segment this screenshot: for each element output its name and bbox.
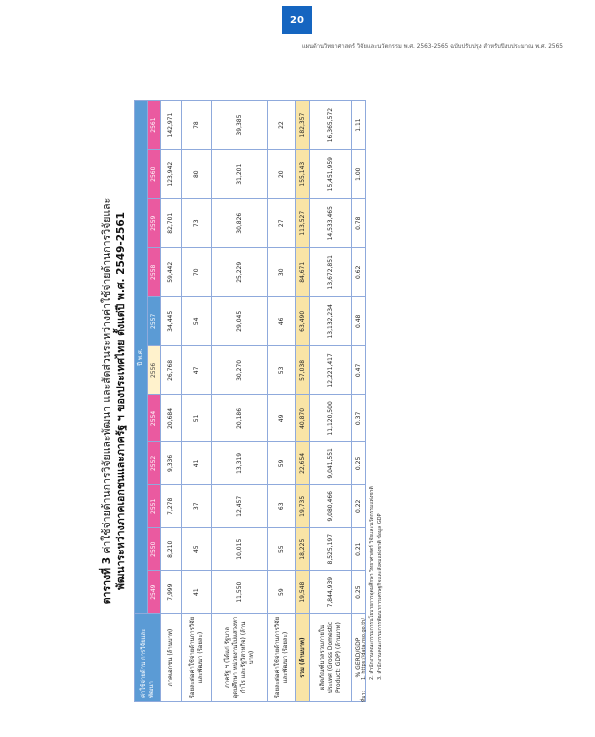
table-cell: 82,701 (161, 199, 182, 248)
table-cell: 31,201 (212, 150, 268, 199)
table-cell: 84,671 (296, 248, 310, 297)
table-cell: 30,826 (212, 199, 268, 248)
table-cell: 16,365,572 (310, 101, 352, 150)
table-cell: 0.78 (352, 199, 366, 248)
table-cell: 0.25 (352, 442, 366, 485)
table-cell: 155,143 (296, 150, 310, 199)
rd-expenditure-table (134, 100, 366, 702)
table-cell: 20 (268, 150, 296, 199)
table-cell: 13,672,851 (310, 248, 352, 297)
table-cell: 15,451,959 (310, 150, 352, 199)
table-body (161, 101, 366, 702)
year-header: 2556 (148, 346, 161, 395)
table-cell: 13,319 (212, 442, 268, 485)
table-cell: 0.21 (352, 528, 366, 571)
table-cell: 11,120,500 (310, 395, 352, 442)
table-cell: 63,490 (296, 297, 310, 346)
page-number-badge (282, 6, 312, 34)
table-cell: 53 (268, 346, 296, 395)
table-cell: 22,654 (296, 442, 310, 485)
rotated-table-block (100, 100, 475, 702)
row-label: ภาครัฐ ฯ (ได้แก่ รัฐบาล อุดมศึกษา หน่วยงานไม่แสวงหากำไร และรัฐวิสาหกิจ) (ล้านบาท) (212, 614, 268, 702)
table-row (310, 101, 352, 702)
table-cell: 0.47 (352, 346, 366, 395)
table-cell: 80 (182, 150, 212, 199)
table-cell: 40,870 (296, 395, 310, 442)
source-item: 3. สำนักงานคณะกรรมการพัฒนาการเศรษฐกิจและสังคมแห่งชาติ ข้อมูล GDP (377, 513, 383, 680)
table-cell: 7,999 (161, 571, 182, 614)
table-title-line2: พัฒนาระหว่างภาคเอกชนและภาครัฐ ฯ ของประเทศไทย ตั้งแต่ปี พ.ศ. 2549-2561 (115, 212, 127, 590)
year-header: 2551 (148, 485, 161, 528)
year-header: 2558 (148, 248, 161, 297)
year-header: 2554 (148, 395, 161, 442)
table-cell: 59 (268, 442, 296, 485)
table-cell: 27 (268, 199, 296, 248)
table-cell: 51 (182, 395, 212, 442)
row-label: % GERD/GDP (352, 614, 366, 702)
source-label: ที่มา: (361, 690, 367, 702)
row-label: ร้อยละต่อค่าใช้จ่ายด้านการวิจัยและพัฒนา (ร้อยละ) (182, 614, 212, 702)
running-header: แผนด้านวิทยาศาสตร์ วิจัยและนวัตกรรม พ.ศ. 2563-2565 ฉบับปรับปรุง สำหรับปีงบประมาณ พ.ศ. 2565 (301, 44, 563, 50)
row-label: รวม (ล้านบาท) (296, 614, 310, 702)
year-header: 2559 (148, 199, 161, 248)
table-row (296, 101, 310, 702)
row-label: ผลิตภัณฑ์มวลรวมภายในประเทศ (Gross Domestic Product: GDP) (ล้านบาท) (310, 614, 352, 702)
table-cell: 19,735 (296, 485, 310, 528)
table-cell: 55 (268, 528, 296, 571)
year-header: 2560 (148, 150, 161, 199)
table-cell: 20,186 (212, 395, 268, 442)
table-title-prefix: ตารางที่ 3 (101, 557, 113, 605)
year-header: 2550 (148, 528, 161, 571)
page-number: 20 (290, 14, 304, 26)
table-title-line1: ค่าใช้จ่ายด้านการวิจัยและพัฒนา และสัดส่วนระหว่างค่าใช้จ่ายด้านการวิจัยและ (101, 197, 113, 554)
year-header: 2552 (148, 442, 161, 485)
table-cell: 20,684 (161, 395, 182, 442)
table-cell: 0.48 (352, 297, 366, 346)
table-cell: 12,457 (212, 485, 268, 528)
table-cell: 59,442 (161, 248, 182, 297)
year-header-row (148, 101, 161, 702)
table-cell: 37 (182, 485, 212, 528)
table-cell: 9,336 (161, 442, 182, 485)
table-cell: 8,210 (161, 528, 182, 571)
table-row (161, 101, 182, 702)
table-cell: 12,221,417 (310, 346, 352, 395)
table-cell: 26,768 (161, 346, 182, 395)
source-item: 1. https://data.nso.go.th/ (361, 617, 367, 680)
table-cell: 1.00 (352, 150, 366, 199)
table-cell: 0.62 (352, 248, 366, 297)
table-cell: 0.37 (352, 395, 366, 442)
row-label-header: ค่าใช้จ่ายด้าน การวิจัยและพัฒนา (135, 614, 161, 702)
table-cell: 41 (182, 442, 212, 485)
table-cell: 47 (182, 346, 212, 395)
table-cell: 78 (182, 101, 212, 150)
year-header: 2561 (148, 101, 161, 150)
table-cell: 8,525,197 (310, 528, 352, 571)
table-cell: 1.11 (352, 101, 366, 150)
table-cell: 63 (268, 485, 296, 528)
table-cell: 13,132,234 (310, 297, 352, 346)
table-cell: 0.25 (352, 571, 366, 614)
table-cell: 25,229 (212, 248, 268, 297)
table-cell: 142,971 (161, 101, 182, 150)
table-cell: 19,548 (296, 571, 310, 614)
table-notes (360, 100, 384, 702)
table-cell: 18,225 (296, 528, 310, 571)
table-cell: 9,041,551 (310, 442, 352, 485)
source-item: 2. สำนักงานคณะกรรมการนโยบายการอุดมศึกษา วิทยาศาสตร์ วิจัยและนวัตกรรมแห่งชาติ (369, 486, 375, 680)
table-cell: 70 (182, 248, 212, 297)
table-cell: 182,357 (296, 101, 310, 150)
table-row (268, 101, 296, 702)
table-cell: 59 (268, 571, 296, 614)
table-cell: 123,942 (161, 150, 182, 199)
table-title (100, 100, 128, 702)
table-cell: 41 (182, 571, 212, 614)
table-cell: 29,045 (212, 297, 268, 346)
year-header: 2549 (148, 571, 161, 614)
year-group-header: ปี พ.ศ. (135, 101, 148, 614)
table-cell: 22 (268, 101, 296, 150)
table-cell: 39,385 (212, 101, 268, 150)
table-cell: 73 (182, 199, 212, 248)
row-label: ภาคเอกชน (ล้านบาท) (161, 614, 182, 702)
table-cell: 10,015 (212, 528, 268, 571)
table-cell: 34,445 (161, 297, 182, 346)
table-cell: 45 (182, 528, 212, 571)
table-cell: 46 (268, 297, 296, 346)
table-cell: 0.22 (352, 485, 366, 528)
table-cell: 54 (182, 297, 212, 346)
table-row (212, 101, 268, 702)
row-label: ร้อยละต่อค่าใช้จ่ายด้านการวิจัยและพัฒนา (ร้อยละ) (268, 614, 296, 702)
table-cell: 30 (268, 248, 296, 297)
table-cell: 11,550 (212, 571, 268, 614)
table-cell: 14,533,465 (310, 199, 352, 248)
table-cell: 9,080,466 (310, 485, 352, 528)
table-cell: 49 (268, 395, 296, 442)
table-row (182, 101, 212, 702)
year-header: 2557 (148, 297, 161, 346)
table-cell: 7,278 (161, 485, 182, 528)
table-cell: 30,270 (212, 346, 268, 395)
table-cell: 57,038 (296, 346, 310, 395)
table-cell: 7,844,939 (310, 571, 352, 614)
table-cell: 113,527 (296, 199, 310, 248)
